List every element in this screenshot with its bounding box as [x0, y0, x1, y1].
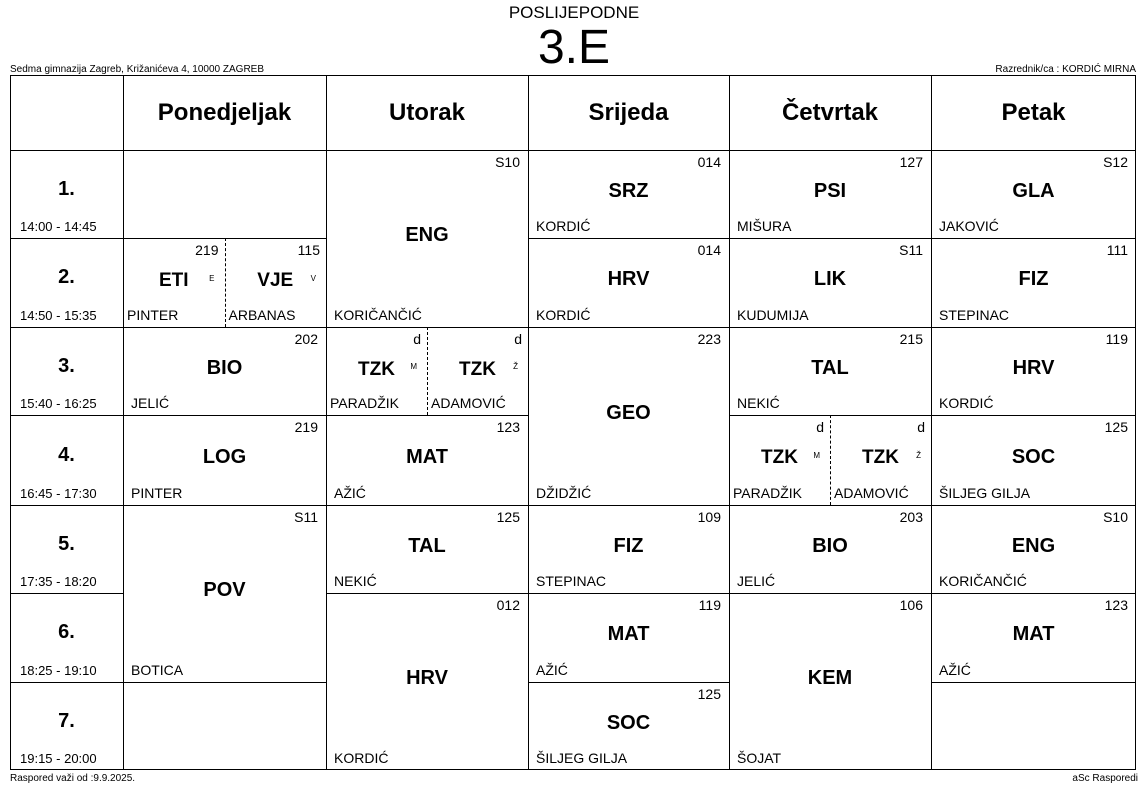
period-number: 4. [58, 443, 75, 466]
subject-code: TZK [761, 447, 798, 469]
teacher-name: KORDIĆ [536, 307, 591, 323]
lesson-cell [931, 327, 1136, 415]
teacher-name: JAKOVIĆ [939, 218, 999, 234]
room-number: 215 [899, 331, 923, 347]
lesson-cell [931, 505, 1136, 593]
room-number: 115 [297, 242, 320, 258]
teacher-name: ŠILJEG GILJA [536, 750, 628, 766]
room-number: S10 [1103, 509, 1128, 525]
subject-code: PSI [813, 179, 847, 202]
period-time: 16:45 - 17:30 [20, 486, 97, 501]
subject-code: FIZ [613, 534, 644, 557]
lesson-cell [528, 682, 729, 770]
room-number: 014 [697, 154, 721, 170]
subject-code: SOC [606, 711, 651, 734]
group-divider [427, 327, 428, 415]
group-marker: M [410, 362, 417, 372]
group-marker: Ž [513, 362, 518, 372]
room-number: 127 [899, 154, 923, 170]
day-header: Ponedjeljak [157, 98, 292, 126]
subject-code: KEM [807, 667, 853, 690]
school-address: Sedma gimnazija Zagreb, Križanićeva 4, 10000 ZAGREB [10, 64, 265, 75]
subject-code: ENG [405, 224, 449, 247]
subject-code: SOC [1011, 445, 1056, 468]
shift-label: POSLIJEPODNE [508, 3, 640, 22]
subject-code: GLA [1012, 179, 1055, 202]
room-number: 219 [294, 419, 318, 435]
room-number: 202 [294, 331, 318, 347]
period-time: 17:35 - 18:20 [20, 574, 97, 589]
room-number: S11 [899, 242, 923, 258]
teacher-name: MIŠURA [737, 218, 792, 234]
period-time: 14:50 - 15:35 [20, 308, 97, 323]
lesson-group-half [326, 327, 427, 415]
teacher-name: NEKIĆ [334, 573, 377, 589]
teacher-name: KORDIĆ [536, 218, 591, 234]
lesson-cell [123, 327, 326, 415]
period-row-header [10, 682, 123, 770]
lesson-group-half [830, 415, 931, 505]
period-row-header [10, 415, 123, 505]
teacher-name: ADAMOVIĆ [431, 395, 506, 411]
lesson-group-half [225, 238, 327, 327]
subject-code: TAL [811, 356, 849, 379]
teacher-name: ADAMOVIĆ [834, 485, 909, 501]
period-row-header [10, 327, 123, 415]
period-row-header [10, 238, 123, 327]
teacher-name: AŽIĆ [536, 662, 568, 678]
teacher-name: JELIĆ [131, 395, 170, 411]
room-number: d [917, 419, 925, 435]
period-number: 6. [58, 621, 75, 644]
group-divider [225, 238, 226, 327]
lesson-cell [931, 415, 1136, 505]
teacher-name: JELIĆ [737, 573, 776, 589]
lesson-cell [729, 238, 931, 327]
teacher-name: ŠILJEG GILJA [939, 485, 1031, 501]
timetable-cells [10, 75, 1136, 770]
period-number: 5. [58, 533, 75, 556]
room-number: 203 [899, 509, 923, 525]
teacher-name: KUDUMIJA [737, 307, 809, 323]
teacher-name: AŽIĆ [334, 485, 366, 501]
subject-code: MAT [607, 623, 650, 646]
lesson-cell [729, 593, 931, 770]
subject-code: TZK [358, 358, 395, 380]
homeroom-teacher: Razrednik/ca : KORDIĆ MIRNA [995, 64, 1136, 75]
lesson-cell [528, 505, 729, 593]
lesson-cell [729, 327, 931, 415]
subject-code: FIZ [1018, 268, 1049, 291]
period-row-header [10, 150, 123, 238]
room-number: 123 [1104, 597, 1128, 613]
lesson-cell [326, 327, 528, 415]
room-number: d [514, 331, 522, 347]
period-row-header [10, 593, 123, 682]
valid-from: Raspored važi od :9.9.2025. [10, 773, 136, 784]
room-number: 125 [1104, 419, 1128, 435]
teacher-name: STEPINAC [939, 307, 1010, 323]
lesson-cell [729, 150, 931, 238]
day-header: Četvrtak [781, 98, 879, 126]
lesson-cell [326, 505, 528, 593]
subject-code: POV [203, 579, 246, 602]
subject-code: BIO [812, 534, 848, 557]
subject-code: GEO [606, 401, 651, 424]
group-marker: E [209, 273, 215, 283]
day-header: Petak [1001, 98, 1066, 126]
subject-code: BIO [206, 356, 243, 379]
software-credit: aSc Rasporedi [1072, 773, 1138, 784]
subject-code: ETI [158, 270, 189, 292]
room-number: S11 [294, 509, 318, 525]
lesson-cell [123, 415, 326, 505]
class-title: 3.E [537, 21, 611, 74]
lesson-cell [931, 150, 1136, 238]
room-number: 012 [496, 597, 520, 613]
subject-code: HRV [607, 268, 650, 291]
teacher-name: PARADŽIK [330, 395, 399, 411]
room-number: 123 [496, 419, 520, 435]
teacher-name: AŽIĆ [939, 662, 971, 678]
teacher-name: KORDIĆ [939, 395, 994, 411]
room-number: 125 [496, 509, 520, 525]
lesson-group-half [123, 238, 225, 327]
subject-code: TZK [862, 447, 899, 469]
period-number: 2. [58, 266, 75, 289]
teacher-name: KORIČANČIĆ [334, 307, 422, 323]
period-number: 3. [58, 355, 75, 378]
teacher-name: KORDIĆ [334, 750, 389, 766]
group-divider [830, 415, 831, 505]
subject-code: LOG [202, 445, 247, 468]
room-number: 119 [698, 597, 721, 613]
room-number: 111 [1106, 242, 1128, 258]
teacher-name: BOTICA [131, 662, 184, 678]
teacher-name: STEPINAC [536, 573, 607, 589]
day-header: Utorak [388, 98, 466, 126]
subject-code: TZK [459, 358, 496, 380]
teacher-name: ŠOJAT [737, 750, 782, 766]
room-number: S10 [495, 154, 520, 170]
group-marker: V [310, 273, 316, 283]
subject-code: SRZ [608, 179, 649, 202]
lesson-group-half [427, 327, 528, 415]
lesson-cell [528, 238, 729, 327]
teacher-name: PARADŽIK [733, 485, 802, 501]
room-number: 125 [697, 686, 721, 702]
room-number: 109 [697, 509, 721, 525]
teacher-name: PINTER [131, 485, 183, 501]
room-number: 219 [195, 242, 219, 258]
day-header: Srijeda [588, 98, 669, 126]
lesson-cell [931, 593, 1136, 682]
period-time: 14:00 - 14:45 [20, 219, 97, 234]
period-number: 1. [58, 178, 75, 201]
lesson-cell [931, 238, 1136, 327]
teacher-name: KORIČANČIĆ [939, 573, 1027, 589]
lesson-cell [528, 150, 729, 238]
period-time: 15:40 - 16:25 [20, 396, 97, 411]
room-number: 014 [697, 242, 721, 258]
subject-code: ENG [1011, 534, 1056, 557]
period-time: 19:15 - 20:00 [20, 751, 97, 766]
period-row-header [10, 505, 123, 593]
lesson-cell [326, 415, 528, 505]
lesson-cell [729, 505, 931, 593]
subject-code: VJE [257, 270, 294, 292]
subject-code: HRV [1012, 356, 1055, 379]
room-number: 106 [899, 597, 923, 613]
subject-code: MAT [406, 445, 448, 468]
period-number: 7. [58, 710, 75, 733]
teacher-name: DŽIDŽIĆ [536, 485, 592, 501]
group-marker: M [813, 451, 820, 460]
lesson-cell [123, 505, 326, 682]
group-marker: Ž [916, 451, 921, 460]
subject-code: TAL [408, 534, 446, 557]
subject-code: MAT [1012, 623, 1055, 646]
lesson-cell [326, 593, 528, 770]
room-number: d [413, 331, 421, 347]
lesson-cell [729, 415, 931, 505]
teacher-name: ARBANAS [228, 307, 296, 323]
room-number: d [816, 419, 824, 435]
lesson-group-half [729, 415, 830, 505]
room-number: 223 [697, 331, 721, 347]
lesson-cell [528, 593, 729, 682]
subject-code: HRV [406, 667, 448, 690]
subject-code: LIK [813, 268, 847, 291]
lesson-cell [123, 238, 326, 327]
room-number: S12 [1103, 154, 1128, 170]
period-time: 18:25 - 19:10 [20, 663, 97, 678]
teacher-name: NEKIĆ [737, 395, 780, 411]
room-number: 119 [1105, 331, 1128, 347]
lesson-cell [326, 150, 528, 327]
teacher-name: PINTER [127, 307, 179, 323]
lesson-cell [528, 327, 729, 505]
